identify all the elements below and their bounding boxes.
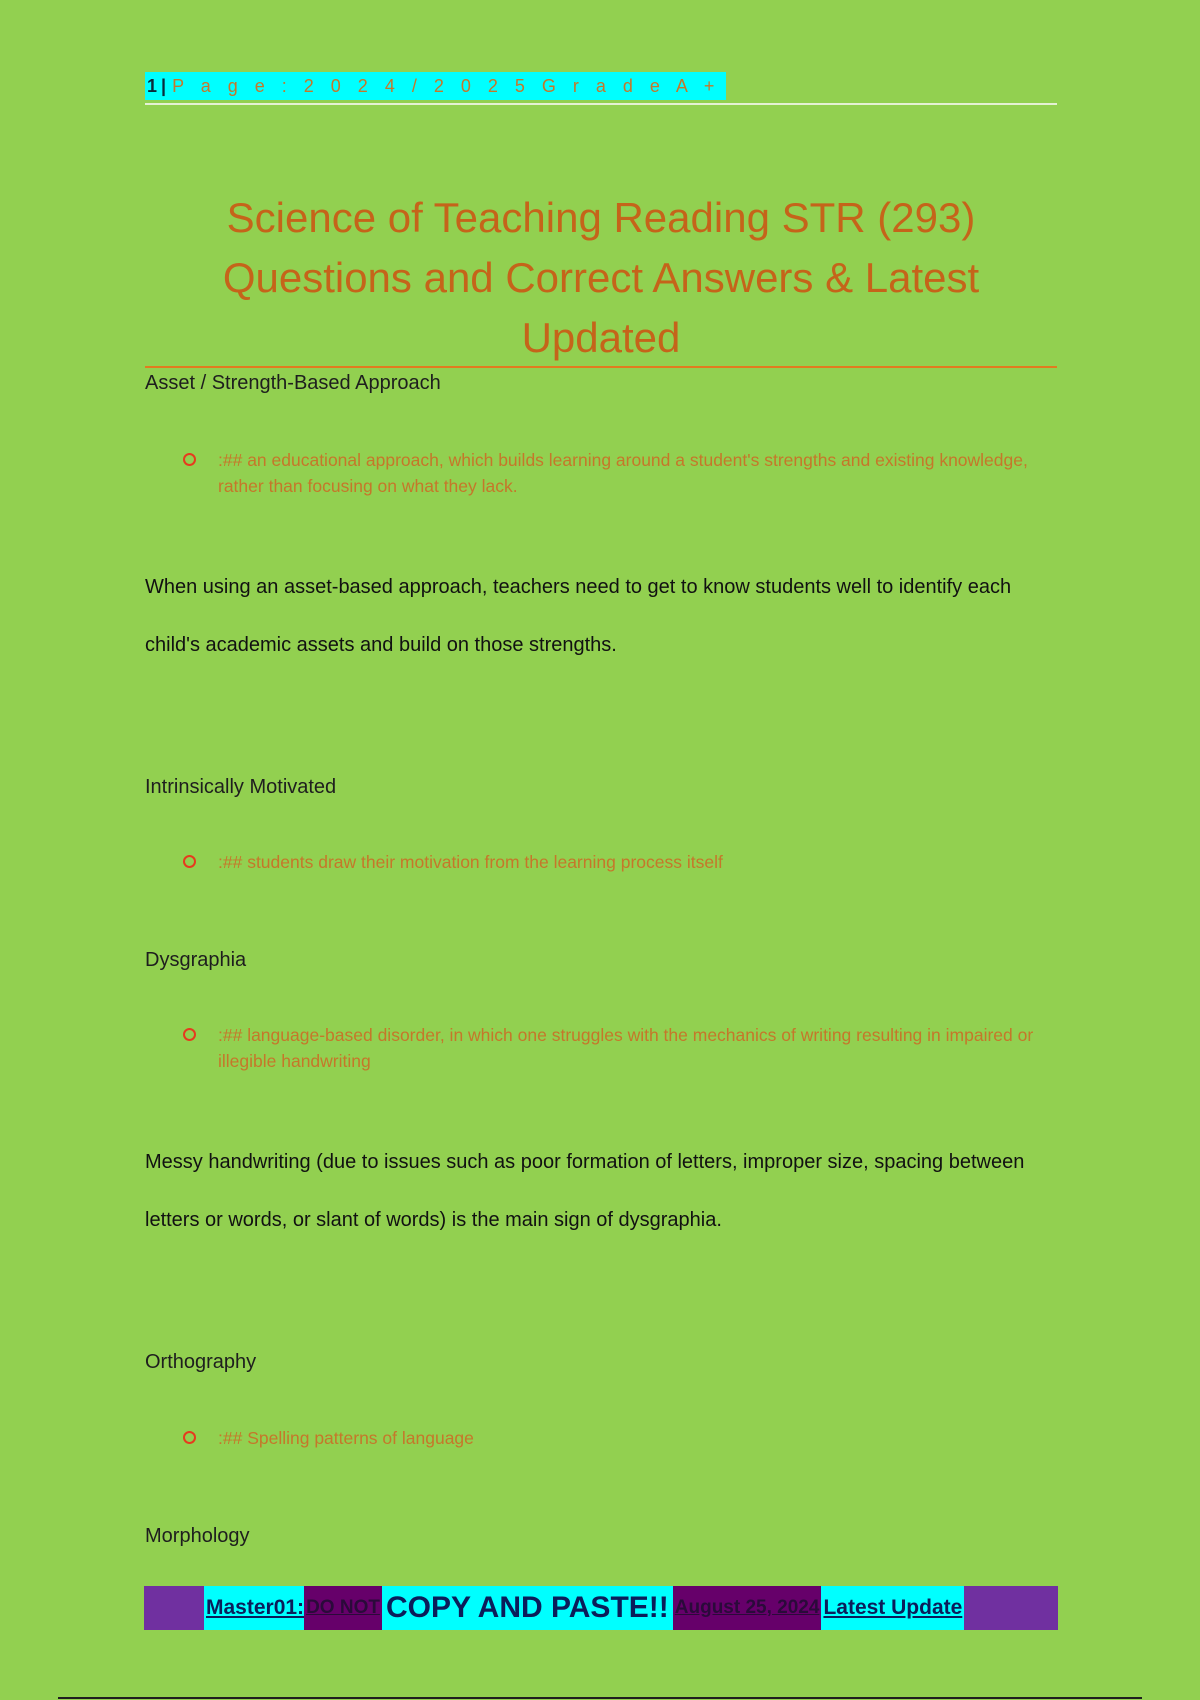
page-bottom-divider <box>58 1697 1142 1699</box>
title-line-1: Science of Teaching Reading STR (293) <box>226 194 976 241</box>
paragraph-asset-note: When using an asset-based approach, teachers need to get to know students well to identify each child's academic assets and build on those strengths. <box>145 576 1012 656</box>
title-divider <box>145 366 1057 368</box>
definition-text: :## Spelling patterns of language <box>218 1428 474 1448</box>
header-divider <box>145 103 1057 105</box>
title-line-3: Updated <box>521 314 681 361</box>
paragraph-dysgraphia-note: Messy handwriting (due to issues such as poor formation of letters, improper size, spacing between letters or words, or slant of words) is the main sign of dysgraphia. <box>145 1151 1025 1231</box>
circle-bullet-icon <box>183 1028 196 1041</box>
term-intrinsically-motivated: Intrinsically Motivated <box>145 776 337 798</box>
circle-bullet-icon <box>183 453 196 466</box>
footer-copy-warning: COPY AND PASTE!! <box>382 1586 673 1630</box>
title-line-2: Questions and Correct Answers & Latest <box>222 254 980 301</box>
term-dysgraphia: Dysgraphia <box>145 949 247 971</box>
footer-do-not: DO NOT <box>304 1586 382 1630</box>
term-asset-based: Asset / Strength-Based Approach <box>145 372 441 394</box>
term-morphology: Morphology <box>145 1525 250 1547</box>
definition-dysgraphia <box>183 1022 1063 1074</box>
header-text: P a g e : 2 0 2 4 / 2 0 2 5 G r a d e A + <box>172 75 721 96</box>
footer-latest-update: Latest Update <box>821 1586 964 1630</box>
footer-master-label: Master01: <box>204 1586 304 1630</box>
footer-banner <box>144 1586 1058 1630</box>
definition-asset-based <box>183 447 1063 499</box>
definition-intrinsically-motivated <box>183 849 1063 875</box>
definition-text: :## language-based disorder, in which one struggles with the mechanics of writing resulting in impaired or illegible handwriting <box>218 1025 1034 1071</box>
footer-date: August 25, 2024 <box>673 1586 822 1630</box>
definition-orthography <box>183 1425 1063 1451</box>
page-number: 1 <box>147 75 160 96</box>
circle-bullet-icon <box>183 1431 196 1444</box>
definition-text: :## an educational approach, which builds learning around a student's strengths and existing knowledge, rather than focusing on what they lack. <box>218 450 1028 496</box>
definition-text: :## students draw their motivation from the learning process itself <box>218 852 723 872</box>
header-separator: | <box>161 75 167 96</box>
term-orthography: Orthography <box>145 1351 257 1373</box>
page-header <box>145 72 726 100</box>
circle-bullet-icon <box>183 855 196 868</box>
document-title <box>145 188 1057 368</box>
